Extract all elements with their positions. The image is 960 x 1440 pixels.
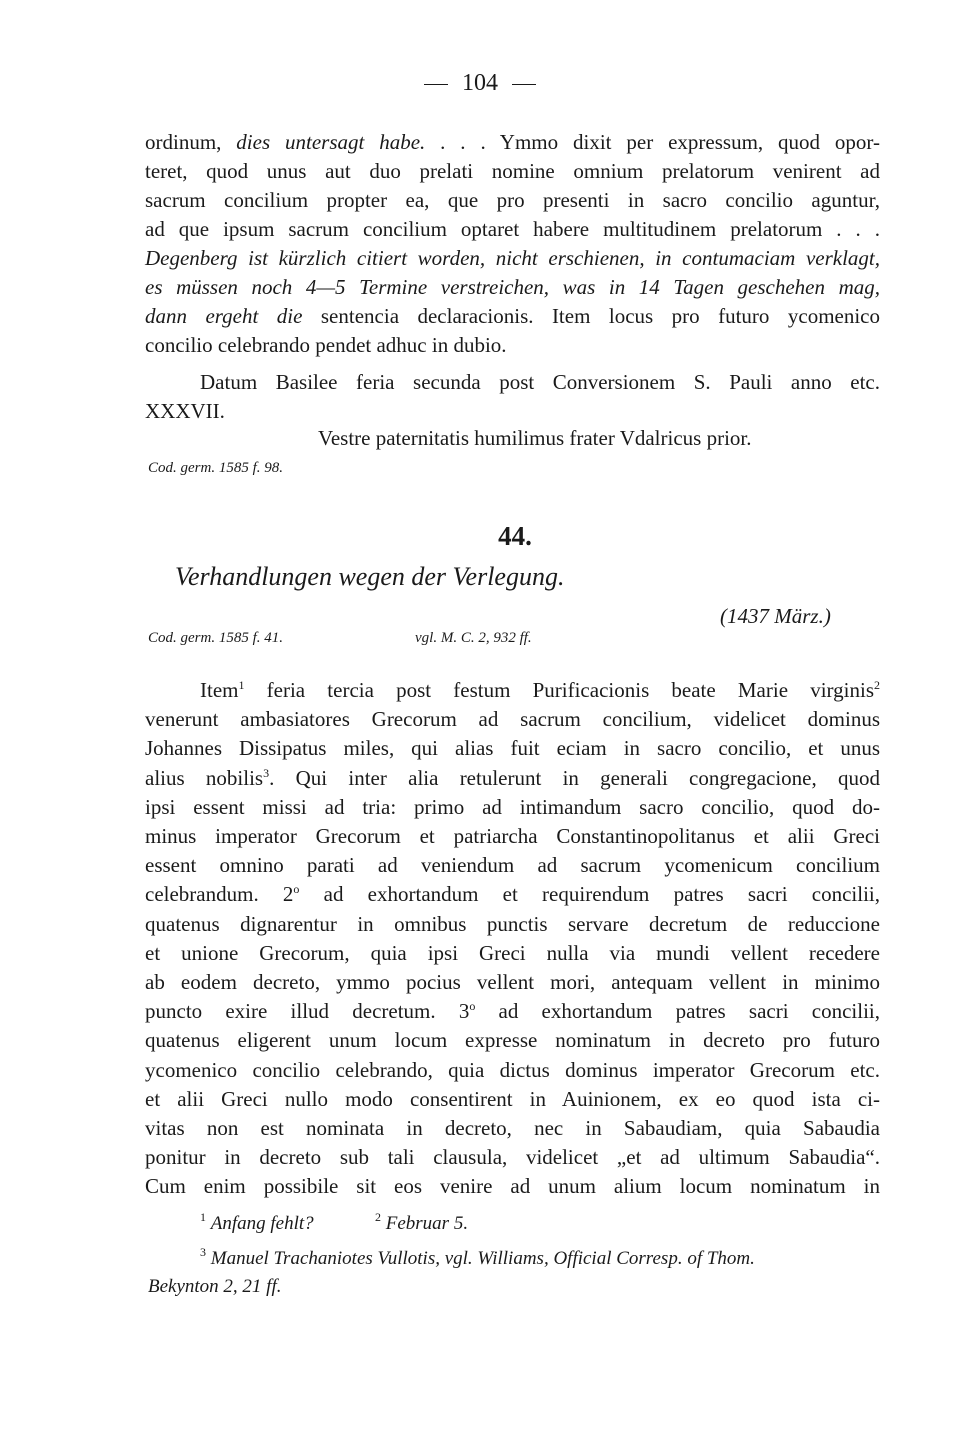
text-span: . Qui inter alia retulerunt in generali congregacione, quod — [269, 766, 880, 790]
text-line — [145, 734, 880, 763]
datum-line: Datum Basilee feria secunda post Conversionem S. Pauli anno etc. — [200, 370, 880, 394]
text-line — [145, 1085, 880, 1114]
dash-right — [512, 84, 536, 85]
text-line — [145, 244, 880, 273]
text-span: Item — [200, 678, 239, 702]
text-line — [145, 997, 880, 1026]
text-span: ipsi essent missi ad tria: primo ad intimandum sacro concilio, quod do- — [145, 795, 880, 819]
footnote-3-continued: Bekynton 2, 21 ff. — [148, 1276, 282, 1297]
footnote-text: Manuel Trachaniotes Vullotis, vgl. Williams, Official Corresp. of Thom. — [210, 1248, 755, 1269]
italic-text: dies untersagt habe. — [236, 130, 426, 154]
footnote-mark: 1 — [200, 1210, 206, 1224]
text-span: sentencia declaracionis. Item locus pro futuro ycomenico — [302, 304, 881, 328]
text-line — [145, 880, 880, 909]
text-line — [145, 157, 880, 186]
text-span: sacrum concilium propter ea, que pro presenti in sacro concilio aguntur, — [145, 188, 880, 212]
text-span: Johannes Dissipatus miles, qui alias fuit eciam in sacro concilio, et unus — [145, 736, 880, 760]
text-line — [145, 302, 880, 331]
text-span: essent omnino parati ad veniendum ad sacrum ycomenicum concilium — [145, 853, 880, 877]
text-line — [145, 215, 880, 244]
footnote-2 — [375, 1210, 469, 1235]
signature: Vestre paternitatis humilimus frater Vdalricus prior. — [318, 426, 752, 450]
text-span: ab eodem decreto, ymmo pocius vellent mori, antequam vellent in minimo — [145, 970, 880, 994]
page-header — [0, 70, 960, 97]
dash-left — [424, 84, 448, 85]
text-span: concilio celebrando pendet adhuc in dubio. — [145, 333, 507, 357]
text-span: ad exhortandum patres sacri concilii, — [475, 999, 880, 1023]
text-span: Cum enim possibile sit eos venire ad unum alium locum nominatum in — [145, 1174, 880, 1198]
text-line — [145, 1172, 880, 1201]
superscript: o — [469, 999, 476, 1013]
text-line — [145, 910, 880, 939]
text-span: ycomenico concilio celebrando, quia dictus dominus imperator Grecorum etc. — [145, 1058, 880, 1082]
text-line — [145, 793, 880, 822]
document-source: Cod. germ. 1585 f. 41. — [148, 630, 283, 646]
text-span: alius nobilis — [145, 766, 264, 790]
italic-text: dann ergeht die — [145, 304, 303, 328]
superscript: 2 — [874, 678, 880, 692]
text-span: et alii Greci nullo modo consentirent in Auinionem, ex eo quod ista ci- — [145, 1087, 880, 1111]
superscript: 1 — [238, 678, 245, 692]
text-span: ponitur in decreto sub tali clausula, videlicet „et ad ultimum Sabaudia“. — [145, 1145, 880, 1169]
footnote-3 — [200, 1245, 880, 1270]
year-line: XXXVII. — [145, 399, 225, 423]
text-span: quatenus dignarentur in omnibus punctis servare decretum de reduccione — [145, 912, 880, 936]
footnote-mark: 2 — [375, 1210, 381, 1224]
superscript: o — [293, 882, 300, 896]
text-line — [145, 1114, 880, 1143]
text-line — [145, 764, 880, 793]
italic-text: es müssen noch 4—5 Termine verstreichen, was in 14 Tagen geschehen mag, — [145, 275, 880, 299]
footnote-mark: 3 — [200, 1245, 206, 1259]
text-line — [145, 968, 880, 997]
text-span: teret, quod unus aut duo prelati nomine omnium prelatorum venirent ad — [145, 159, 880, 183]
document-number: 44. — [498, 521, 532, 551]
text-line — [145, 186, 880, 215]
text-span: puncto exire illud decretum. 3 — [145, 999, 470, 1023]
text-line — [145, 331, 880, 360]
text-span: quatenus eligerent unum locum expresse nominatum in decreto pro futuro — [145, 1028, 880, 1052]
superscript: 3 — [263, 766, 270, 780]
document-reference: vgl. M. C. 2, 932 ff. — [415, 630, 532, 646]
text-line — [145, 128, 880, 157]
text-span: feria tercia post festum Purificacionis beate Marie virginis — [244, 678, 874, 702]
text-span: celebrandum. 2 — [145, 882, 294, 906]
text-span: ad que ipsum sacrum concilium optaret habere multitudinem prelatorum . . . — [145, 217, 880, 241]
footnote-text: Anfang fehlt? — [210, 1213, 314, 1234]
text-line — [145, 822, 880, 851]
text-line — [145, 1143, 880, 1172]
text-span: minus imperator Grecorum et patriarcha Constantinopolitanus et alii Greci — [145, 824, 880, 848]
text-span: ad exhortandum et requirendum patres sacri concilii, — [299, 882, 881, 906]
text-line — [145, 939, 880, 968]
text-span: vitas non est nominata in decreto, nec in Sabaudiam, quia Sabaudia — [145, 1116, 880, 1140]
source-citation: Cod. germ. 1585 f. 98. — [148, 460, 283, 476]
text-span: . . . Ymmo dixit per expressum, quod opor- — [425, 130, 880, 154]
text-line — [145, 1026, 880, 1055]
italic-text: Degenberg ist kürzlich citiert worden, nicht erschienen, in contumaciam verklagt, — [145, 246, 880, 270]
document-date: (1437 März.) — [720, 604, 831, 628]
page-number: 104 — [462, 70, 498, 96]
text-line — [145, 851, 880, 880]
text-line — [200, 676, 880, 705]
text-span: et unione Grecorum, quia ipsi Greci nulla via mundi vellent recedere — [145, 941, 880, 965]
text-span: venerunt ambasiatores Grecorum ad sacrum concilium, videlicet dominus — [145, 707, 880, 731]
text-line — [145, 705, 880, 734]
footnote-1 — [200, 1210, 314, 1235]
text-line — [145, 273, 880, 302]
footnote-text: Februar 5. — [385, 1213, 469, 1234]
document-title: Verhandlungen wegen der Verlegung. — [175, 562, 565, 591]
text-line — [145, 1056, 880, 1085]
text-span: ordinum, — [145, 130, 237, 154]
